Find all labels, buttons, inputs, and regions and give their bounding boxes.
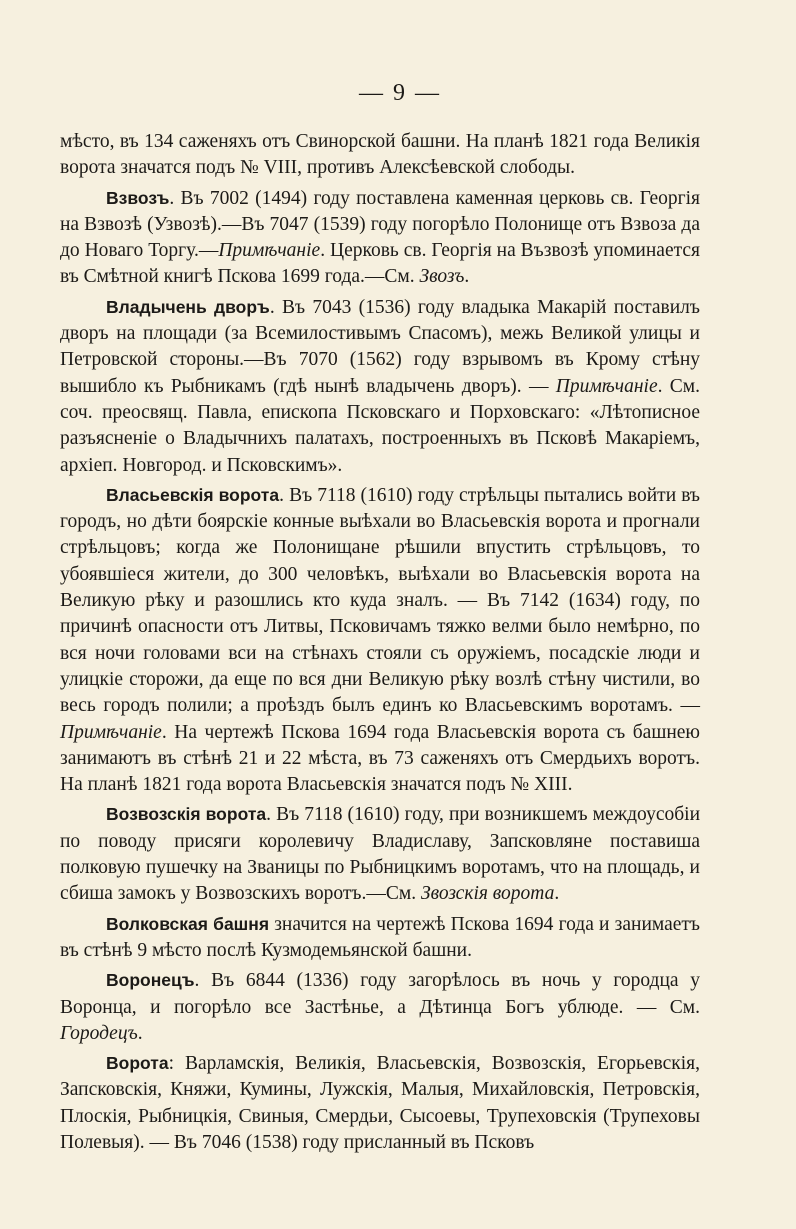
entry-voronets: [60, 967, 700, 1047]
entry-text: : Варламскія, Великія, Власьевскія, Возвозскія, Егорьевскія, Запсковскія, Княжи, Кумины, Лужскія, Малыя, Михайловскія, Петровскія, Плоскія, Рыбницкія, Свиныя, Смердьи, Сысоевы, Трупеховскія (Трупеховы Полевыя). — Въ 7046 (1538) году присланный въ Псковъ: [60, 1053, 700, 1153]
entry-text: мѣсто, въ 134 саженяхъ отъ Свинорской башни. На планѣ 1821 года Великія ворота значатся подъ № VIII, противъ Алексѣевской слободы.: [60, 131, 700, 179]
entry-text: значится на чертежѣ Пскова 1694 года и занимаетъ въ стѣнѣ 9 мѣсто послѣ Кузмодемьянской башни.: [60, 913, 700, 961]
entry-volkovskaya-bashnya: [60, 911, 700, 965]
entry-cross-reference: Городецъ: [60, 1022, 138, 1044]
entry-cross-reference: Звозскія ворота: [420, 883, 555, 905]
entry-text: .: [554, 883, 560, 905]
entry-text: . Въ 7118 (1610) году стрѣльцы пытались войти въ городъ, но дѣти боярскіе конные выѣхали во Власьевскія ворота и прогнали стрѣльцовъ; когда же Полонищане рѣшили впустить стрѣльцовъ, то убоявшіеся жители, до 300 человѣкъ, выѣхали во Власьевскія ворота на Великую рѣку и разошлись кто куда зналъ. — Въ 7142 (1634) году, по причинѣ опасности отъ Литвы, Псковичамъ тяжко велми было немѣрно, по вся ночи головами вси на стѣнахъ стояли съ оружіемъ, посадскіе люди и улицкіе сторожи, да еще по вся дни Великую рѣку возлѣ стѣну чистили, во весь городъ полили; а проѣздъ былъ единъ ко Власьевскимъ воротамъ. —: [60, 484, 700, 717]
entry-vladychen-dvor: [60, 294, 700, 479]
entry-text: . Въ 7043 (1536) году владыка Макарій поставилъ дворъ на площади (за Всемилостивымъ Спасомъ), межь Великой улицы и Петровской стороны.—Въ 7070 (1562) году взрывомъ въ Крому стѣну вышибло къ Рыбникамъ (гдѣ нынѣ владычень дворъ). —: [60, 296, 700, 397]
entry-text: . На чертежѣ Пскова 1694 года Власьевскія ворота съ башнею занимаютъ въ стѣнѣ 21 и 22 мѣста, въ 73 саженяхъ отъ Смердьихъ воротъ. На планѣ 1821 года ворота Власьевскія значатся подъ № XIII.: [60, 721, 700, 796]
entry-term: Взвозъ: [106, 187, 170, 208]
entry-term: Ворота: [106, 1053, 169, 1074]
entry-cross-reference: Звозъ: [419, 266, 465, 288]
entry-note-label: Примѣчаніе: [60, 721, 162, 743]
entry-text: .: [137, 1022, 143, 1044]
entry-note-label: Примѣчаніе: [555, 375, 658, 397]
entry-text: .: [464, 266, 470, 288]
page-number: — 9 —: [359, 80, 441, 106]
entry-term: Волковская башня: [106, 913, 270, 934]
entry-text: . Церковь св. Георгія на Възвозѣ упоминается въ Смѣтной книгѣ Пскова 1699 года.—См.: [60, 240, 700, 288]
entry-term: Владычень дворъ: [106, 296, 270, 317]
entry-note-label: Примѣчаніе: [218, 240, 321, 262]
entry-continuation: [60, 129, 700, 182]
entry-text: . См. соч. преосвящ. Павла, епископа Псковскаго и Порховскаго: «Лѣтописное разъясненіе о Владычнихъ палатахъ, построенныхъ въ Псковѣ Макаріемъ, архіеп. Новгород. и Псковскимъ».: [60, 375, 700, 476]
entry-text: . Въ 7002 (1494) году поставлена каменная церковь св. Георгія на Взвозѣ (Узвозѣ).—Въ 7047 (1539) году погорѣло Полонище отъ Взвоза да до Новаго Торгу.—: [60, 187, 700, 262]
entry-vzvoz: [60, 185, 700, 291]
entry-term: Воронецъ: [106, 970, 195, 991]
entry-vorota: [60, 1050, 700, 1156]
entry-vozvozskiya-vorota: [60, 801, 700, 907]
entry-text: . Въ 7118 (1610) году, при возникшемъ междоусобіи по поводу присяги королевичу Владиславу, Запсковляне поставиша полковую пушечку на Званицы по Рыбницкимъ воротамъ, что на площадь, и сбиша замокъ у Возвозскихъ воротъ.—См.: [60, 804, 700, 905]
entry-vlasevskiya-vorota: [60, 482, 700, 799]
entry-text: . Въ 6844 (1336) году загорѣлось въ ночь у городца у Воронца, и погорѣло все Застѣнье, а Дѣтинца Богъ ублюде. — См.: [60, 970, 700, 1018]
entry-term: Власьевскія ворота: [106, 484, 280, 505]
entry-term: Возвозскія ворота: [106, 804, 267, 825]
